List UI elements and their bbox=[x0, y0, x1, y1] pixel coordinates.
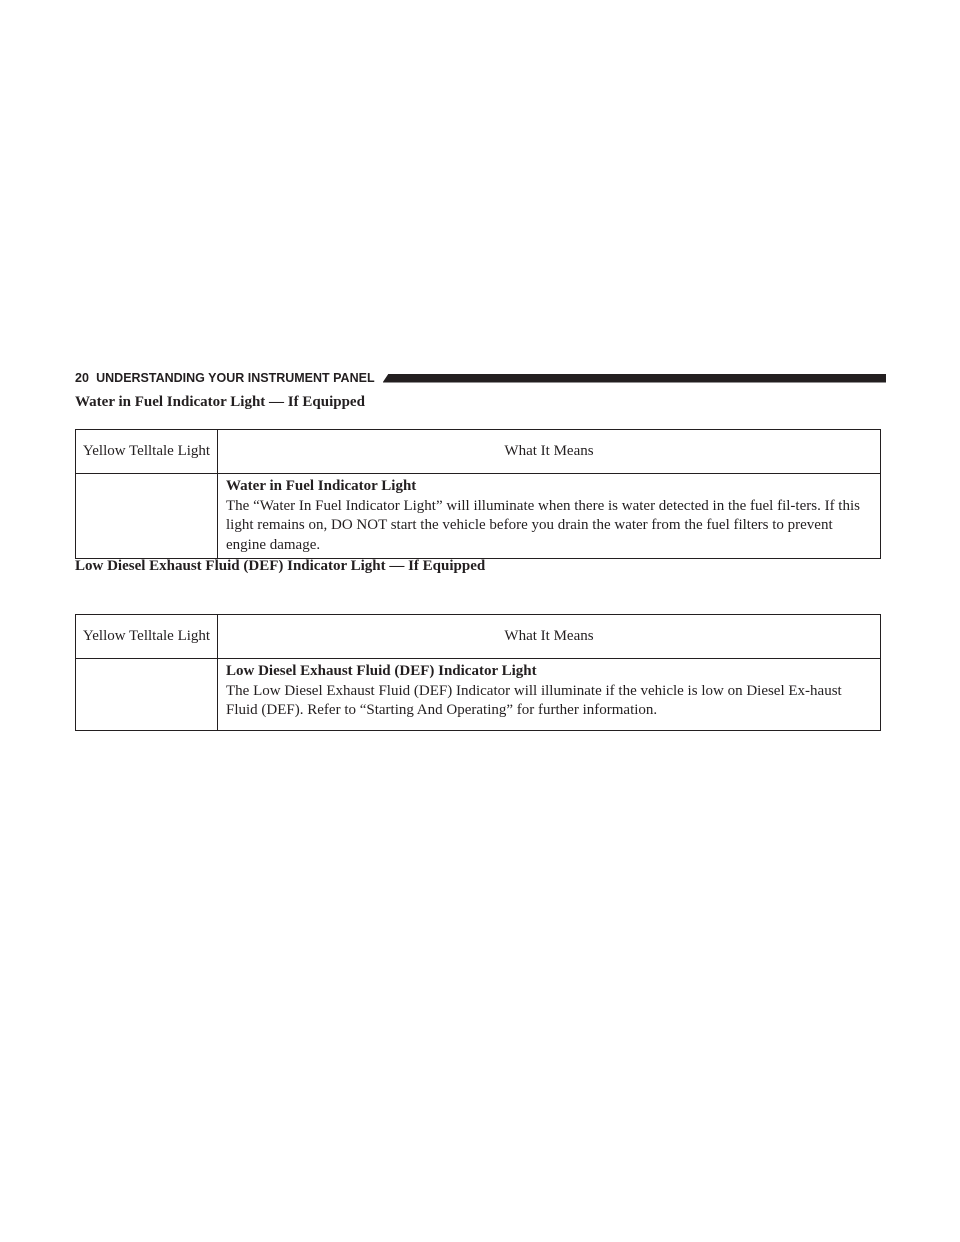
indicator-description: The “Water In Fuel Indicator Light” will illuminate when there is water detected in the fuel fil-ters. If this light remains on, DO NOT start the vehicle before you drain the water from the fuel filters to prevent engine damage. bbox=[226, 497, 860, 553]
col-header-what-it-means: What It Means bbox=[218, 615, 881, 659]
telltale-icon-cell bbox=[76, 474, 218, 559]
page-number: 20 bbox=[75, 371, 90, 385]
telltale-table-water-in-fuel bbox=[75, 429, 881, 559]
description-cell bbox=[218, 474, 881, 559]
telltale-icon-cell bbox=[76, 659, 218, 731]
chapter-title: UNDERSTANDING YOUR INSTRUMENT PANEL bbox=[96, 371, 375, 385]
indicator-description: The Low Diesel Exhaust Fluid (DEF) Indicator will illuminate if the vehicle is low on Diesel Ex-haust Fluid (DEF). Refer to “Starting And Operating” for further information. bbox=[226, 682, 842, 718]
section-title-water-in-fuel: Water in Fuel Indicator Light — If Equipped bbox=[75, 394, 365, 410]
page-header bbox=[75, 370, 886, 386]
table-row bbox=[76, 474, 881, 559]
table-row bbox=[76, 659, 881, 731]
indicator-name: Water in Fuel Indicator Light bbox=[226, 478, 417, 494]
col-header-yellow-telltale: Yellow Telltale Light bbox=[76, 615, 218, 659]
table-header-row bbox=[76, 430, 881, 474]
table-header-row bbox=[76, 615, 881, 659]
telltale-table-low-def bbox=[75, 614, 881, 731]
header-rule bbox=[383, 374, 886, 383]
col-header-yellow-telltale: Yellow Telltale Light bbox=[76, 430, 218, 474]
description-cell bbox=[218, 659, 881, 731]
section-title-low-def: Low Diesel Exhaust Fluid (DEF) Indicator Light — If Equipped bbox=[75, 558, 486, 574]
col-header-what-it-means: What It Means bbox=[218, 430, 881, 474]
indicator-name: Low Diesel Exhaust Fluid (DEF) Indicator Light bbox=[226, 663, 537, 679]
